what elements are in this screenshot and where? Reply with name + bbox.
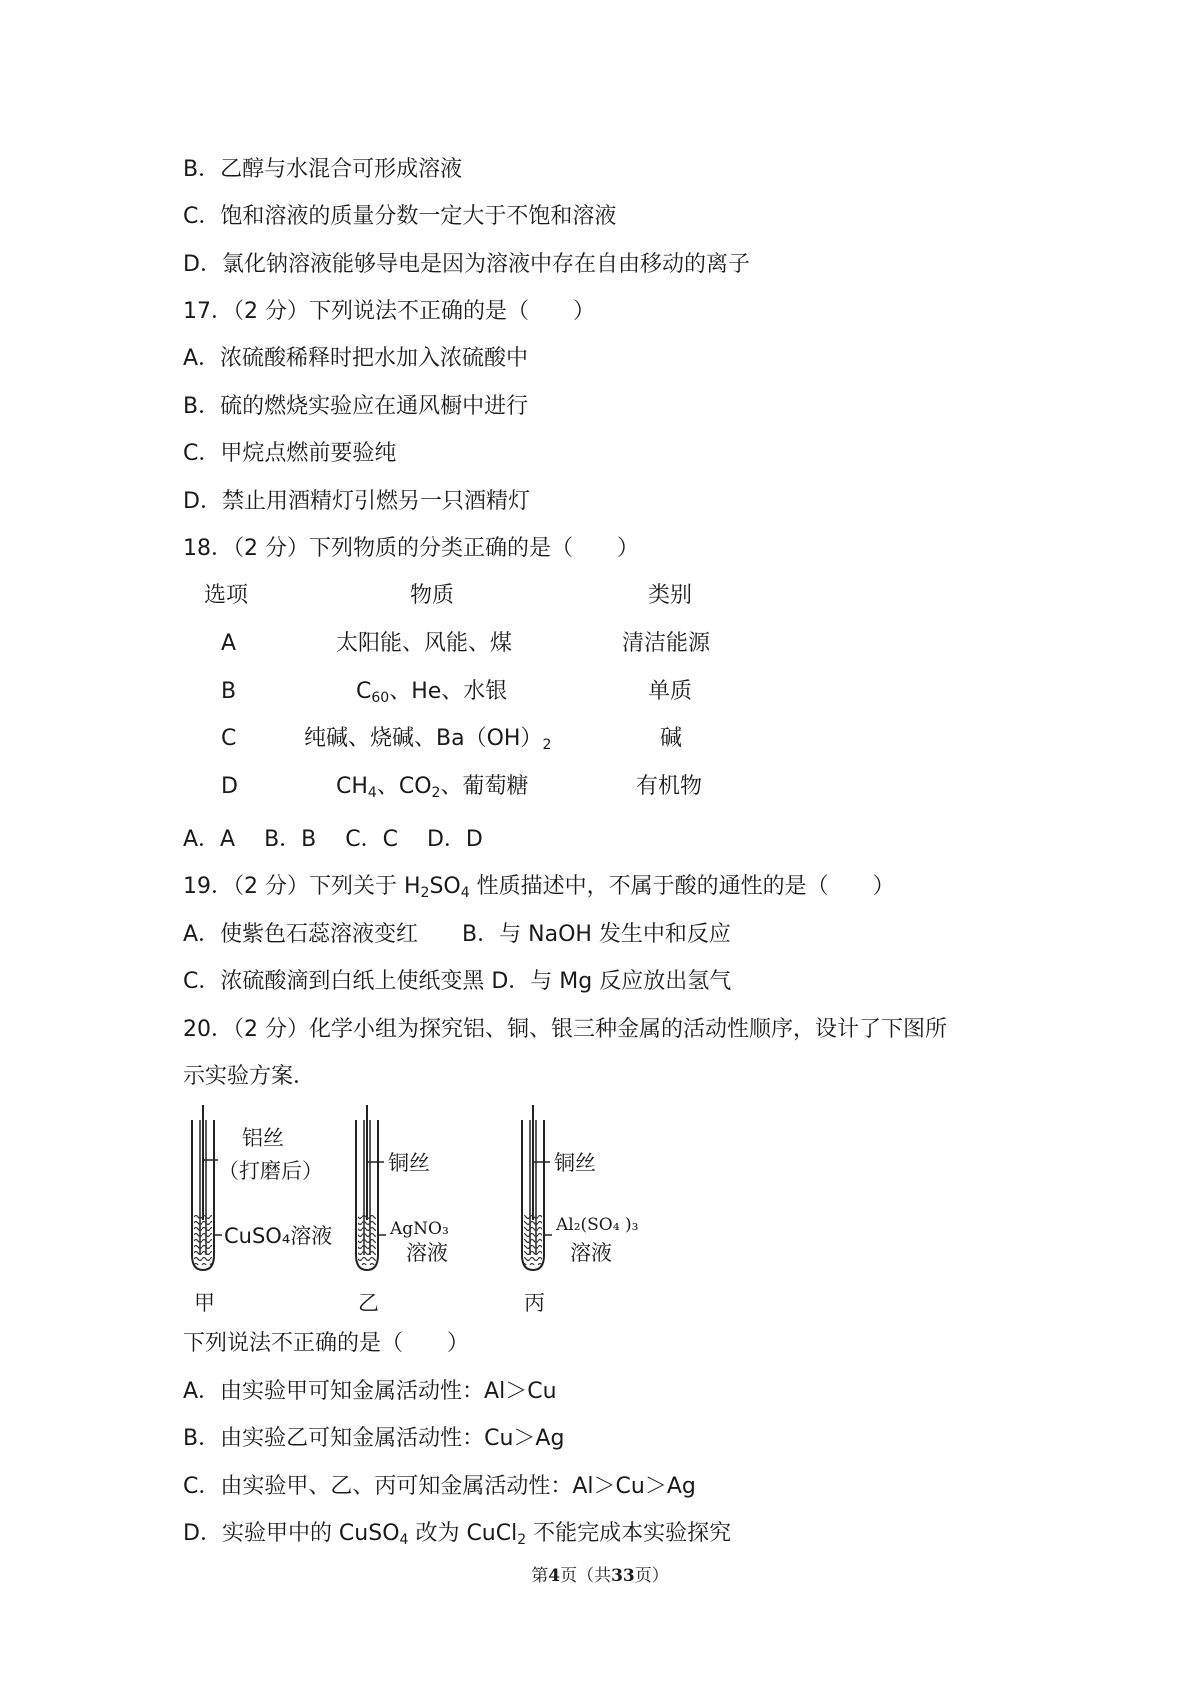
q16-option-d: D．氯化钠溶液能够导电是因为溶液中存在自由移动的离子 xyxy=(183,252,750,277)
q16-option-c: C．饱和溶液的质量分数一定大于不饱和溶液 xyxy=(183,204,617,229)
q20-option-a: A．由实验甲可知金属活动性：Al＞Cu xyxy=(183,1379,557,1404)
tube-jia-solution: CuSO₄溶液 xyxy=(224,1224,333,1248)
q17-option-c: C．甲烷点燃前要验纯 xyxy=(183,441,397,466)
q18-options: A．A B．B C．C D．D xyxy=(183,827,483,852)
q19-options-cd: C．浓硫酸滴到白纸上使纸变黑 D．与 Mg 反应放出氢气 xyxy=(183,969,732,994)
table-row-c-option: C xyxy=(221,726,237,751)
tube-yi-solution1: AgNO₃ xyxy=(390,1219,449,1239)
table-row-a-substance: 太阳能、风能、煤 xyxy=(336,631,513,656)
table-row-d-category: 有机物 xyxy=(636,774,703,799)
table-header-category: 类别 xyxy=(648,583,693,608)
table-header-option: 选项 xyxy=(204,583,249,608)
table-row-d-substance: $CH_4$、$CO_2$、葡萄糖 xyxy=(336,774,529,801)
tube-yi-label: 铜丝 xyxy=(388,1151,430,1175)
tube-yi xyxy=(356,1105,449,1315)
tube-yi-solution2: 溶液 xyxy=(406,1241,448,1265)
q20-stem-line2: 示实验方案． xyxy=(183,1064,316,1089)
q20-option-c: C．由实验甲、乙、丙可知金属活动性：Al＞Cu＞Ag xyxy=(183,1474,696,1499)
q19-options-ab: A．使紫色石蕊溶液变红 B．与 NaOH 发生中和反应 xyxy=(183,922,731,947)
tube-bing-label: 铜丝 xyxy=(554,1151,596,1175)
tube-jia-name: 甲 xyxy=(194,1291,215,1315)
table-row-a-option: A xyxy=(221,631,237,656)
tube-yi-name: 乙 xyxy=(358,1291,379,1315)
tube-jia-label1: 铝丝 xyxy=(242,1126,284,1150)
table-row-b-substance: $C_{60}$、He、水银 xyxy=(356,679,508,706)
q17-option-a: A．浓硫酸稀释时把水加入浓硫酸中 xyxy=(183,346,529,371)
q20-question: 下列说法不正确的是（ ） xyxy=(183,1331,470,1356)
q17-option-b: B．硫的燃烧实验应在通风橱中进行 xyxy=(183,394,529,419)
page-footer: 第4页（共33页） xyxy=(531,1566,669,1586)
q18-stem: 18．（2 分）下列物质的分类正确的是（ ） xyxy=(183,536,639,561)
q16-option-b: B．乙醇与水混合可形成溶液 xyxy=(183,157,463,182)
table-row-c-substance: 纯碱、烧碱、$Ba(OH)_2$ xyxy=(304,726,552,753)
test-tube-figure xyxy=(170,1100,710,1329)
q20-stem-line1: 20．（2 分）化学小组为探究铝、铜、银三种金属的活动性顺序，设计了下图所 xyxy=(183,1017,947,1042)
table-row-c-category: 碱 xyxy=(660,726,683,751)
table-row-b-category: 单质 xyxy=(648,679,693,704)
q17-stem: 17．（2 分）下列说法不正确的是（ ） xyxy=(183,299,595,324)
q19-stem: 19．（2 分）下列关于 $H_2SO_4$ 性质描述中，不属于酸的通性的是（ ） xyxy=(183,874,895,901)
tube-bing-solution1: Al₂(SO₄ )₃ xyxy=(556,1215,639,1235)
table-row-d-option: D xyxy=(221,774,238,799)
table-header-substance: 物质 xyxy=(410,583,455,608)
tube-bing xyxy=(522,1105,638,1315)
tube-bing-solution2: 溶液 xyxy=(570,1241,612,1265)
q17-option-d: D．禁止用酒精灯引燃另一只酒精灯 xyxy=(183,489,530,514)
q20-option-d: D．实验甲中的 CuSO$_4$ 改为 CuCl$_2$ 不能完成本实验探究 xyxy=(183,1521,732,1548)
table-row-b-option: B xyxy=(221,679,237,704)
q20-option-b: B．由实验乙可知金属活动性：Cu＞Ag xyxy=(183,1426,565,1451)
tube-jia xyxy=(192,1105,332,1315)
tube-jia-label2: （打磨后） xyxy=(218,1159,323,1183)
tube-bing-name: 丙 xyxy=(524,1291,545,1315)
table-row-a-category: 清洁能源 xyxy=(622,631,711,656)
